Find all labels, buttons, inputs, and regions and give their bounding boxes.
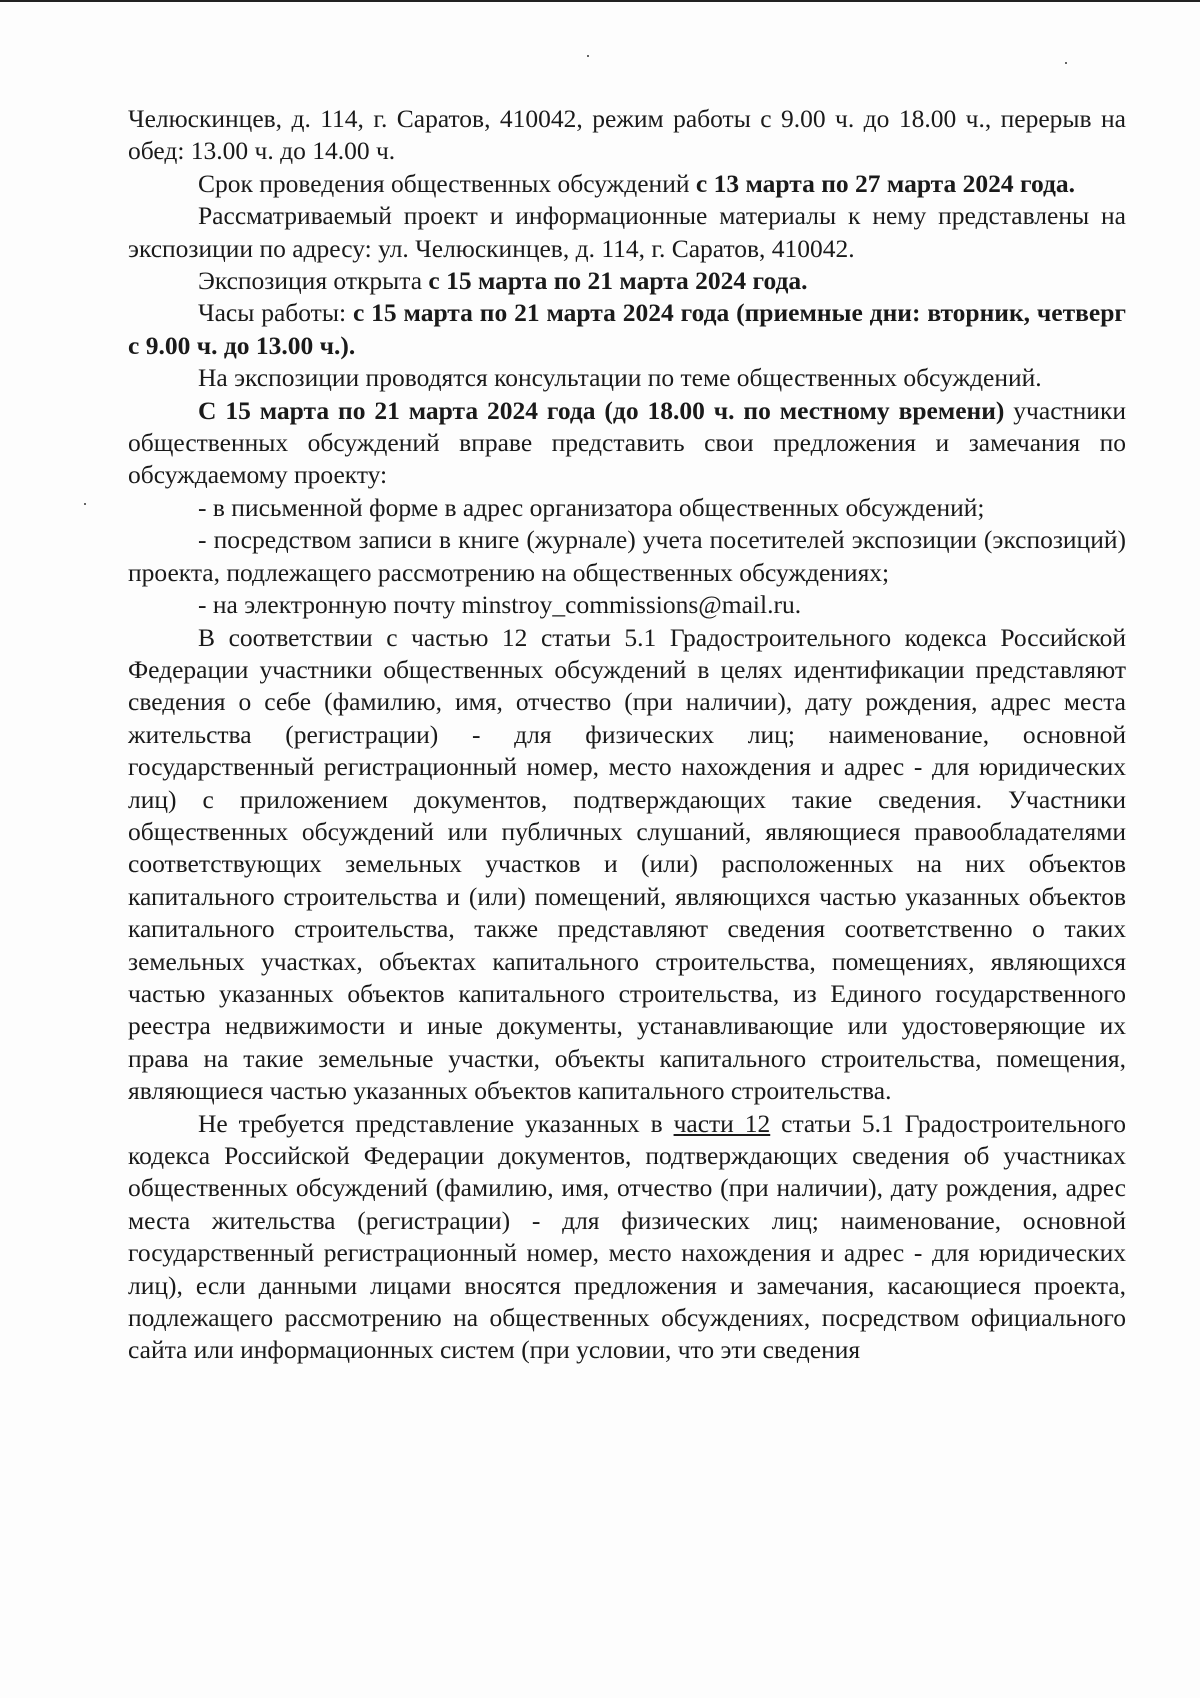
consultations-text: На экспозиции проводятся консультации по теме общественных обсуждений. (198, 363, 1042, 393)
scan-top-edge (0, 0, 1200, 2)
proposals-period-text: участники общественных обсуждений вправе представить свои предложения и замечания по обсуждаемому проекту: (128, 395, 1126, 490)
law-part-link[interactable]: части 12 (673, 1108, 771, 1138)
scan-speck (1065, 62, 1067, 64)
exposition-open-dates: с 15 марта по 21 марта 2024 года. (428, 266, 808, 296)
paragraph-working-hours (128, 297, 1126, 362)
document-body (128, 103, 1126, 1367)
not-required-text-start: Не требуется представление указанных в (198, 1108, 674, 1138)
scan-speck (587, 55, 589, 57)
paragraph-proposals-period (128, 395, 1126, 492)
list-item-email (128, 589, 1126, 621)
discussion-period-dates: с 13 марта по 27 марта 2024 года. (695, 168, 1076, 198)
email-text: - на электронную почту minstroy_commissions@mail.ru. (198, 590, 802, 620)
paragraph-consultations (128, 362, 1126, 394)
paragraph-identification (128, 622, 1126, 1108)
working-hours-label: Часы работы: (198, 298, 353, 328)
paragraph-exposition-address (128, 200, 1126, 265)
paragraph-address (128, 103, 1126, 168)
scan-speck (84, 503, 86, 505)
paragraph-not-required (128, 1108, 1126, 1367)
working-hours-dates: с 15 марта по 21 марта 2024 года (приемные дни: вторник, четверг с 9.00 ч. до 13.00 ч.). (128, 298, 1126, 360)
list-item-written-form (128, 492, 1126, 524)
not-required-text-end: статьи 5.1 Градостроительного кодекса Российской Федерации документов, подтверждающих сведения об участниках общественных обсуждений (фамилию, имя, отчество (при наличии), дату рождения, адрес места жительства (регистрации) - для физических лиц; наименование, основной государственный регистрационный номер, место нахождения и адрес - для юридических лиц), если данными лицами вносятся предложения и замечания, касающиеся проекта, подлежащего рассмотрению на общественных обсуждениях, посредством официального сайта или информационных систем (при условии, что эти сведения (128, 1108, 1126, 1365)
written-form-text: - в письменной форме в адрес организатора общественных обсуждений; (198, 492, 985, 522)
discussion-period-label: Срок проведения общественных обсуждений (198, 168, 696, 198)
visitor-book-text: - посредством записи в книге (журнале) учета посетителей экспозиции (экспозиций) проекта, подлежащего рассмотрению на общественных обсуждениях; (128, 525, 1126, 587)
list-item-visitor-book (128, 524, 1126, 589)
identification-text: В соответствии с частью 12 статьи 5.1 Градостроительного кодекса Российской Федерации участники общественных обсуждений в целях идентификации представляют сведения о себе (фамилию, имя, отчество (при наличии), дату рождения, адрес места жительства (регистрации) - для физических лиц; наименование, основной государственный регистрационный номер, место нахождения и адрес - для юридических лиц) с приложением документов, подтверждающих такие сведения. Участники общественных обсуждений или публичных слушаний, являющиеся правообладателями соответствующих земельных участков и (или) расположенных на них объектов капитального строительства и (или) помещений, являющихся частью указанных объектов капитального строительства, также представляют сведения соответственно о таких земельных участках, объектах капитального строительства, помещениях, являющихся частью указанных объектов капитального строительства, из Единого государственного реестра недвижимости и иные документы, устанавливающие или удостоверяющие их права на такие земельные участки, объекты капитального строительства, помещения, являющиеся частью указанных объектов капитального строительства. (128, 622, 1126, 1106)
exposition-open-label: Экспозиция открыта (198, 266, 429, 296)
address-text: Челюскинцев, д. 114, г. Саратов, 410042, режим работы с 9.00 ч. до 18.00 ч., перерыв на обед: 13.00 ч. до 14.00 ч. (128, 104, 1126, 166)
paragraph-discussion-period (128, 168, 1126, 200)
paragraph-exposition-open (128, 265, 1126, 297)
exposition-address-text: Рассматриваемый проект и информационные материалы к нему представлены на экспозиции по адресу: ул. Челюскинцев, д. 114, г. Саратов, 410042. (128, 201, 1126, 263)
proposals-period-dates: С 15 марта по 21 марта 2024 года (до 18.00 ч. по местному времени) (198, 395, 1005, 425)
